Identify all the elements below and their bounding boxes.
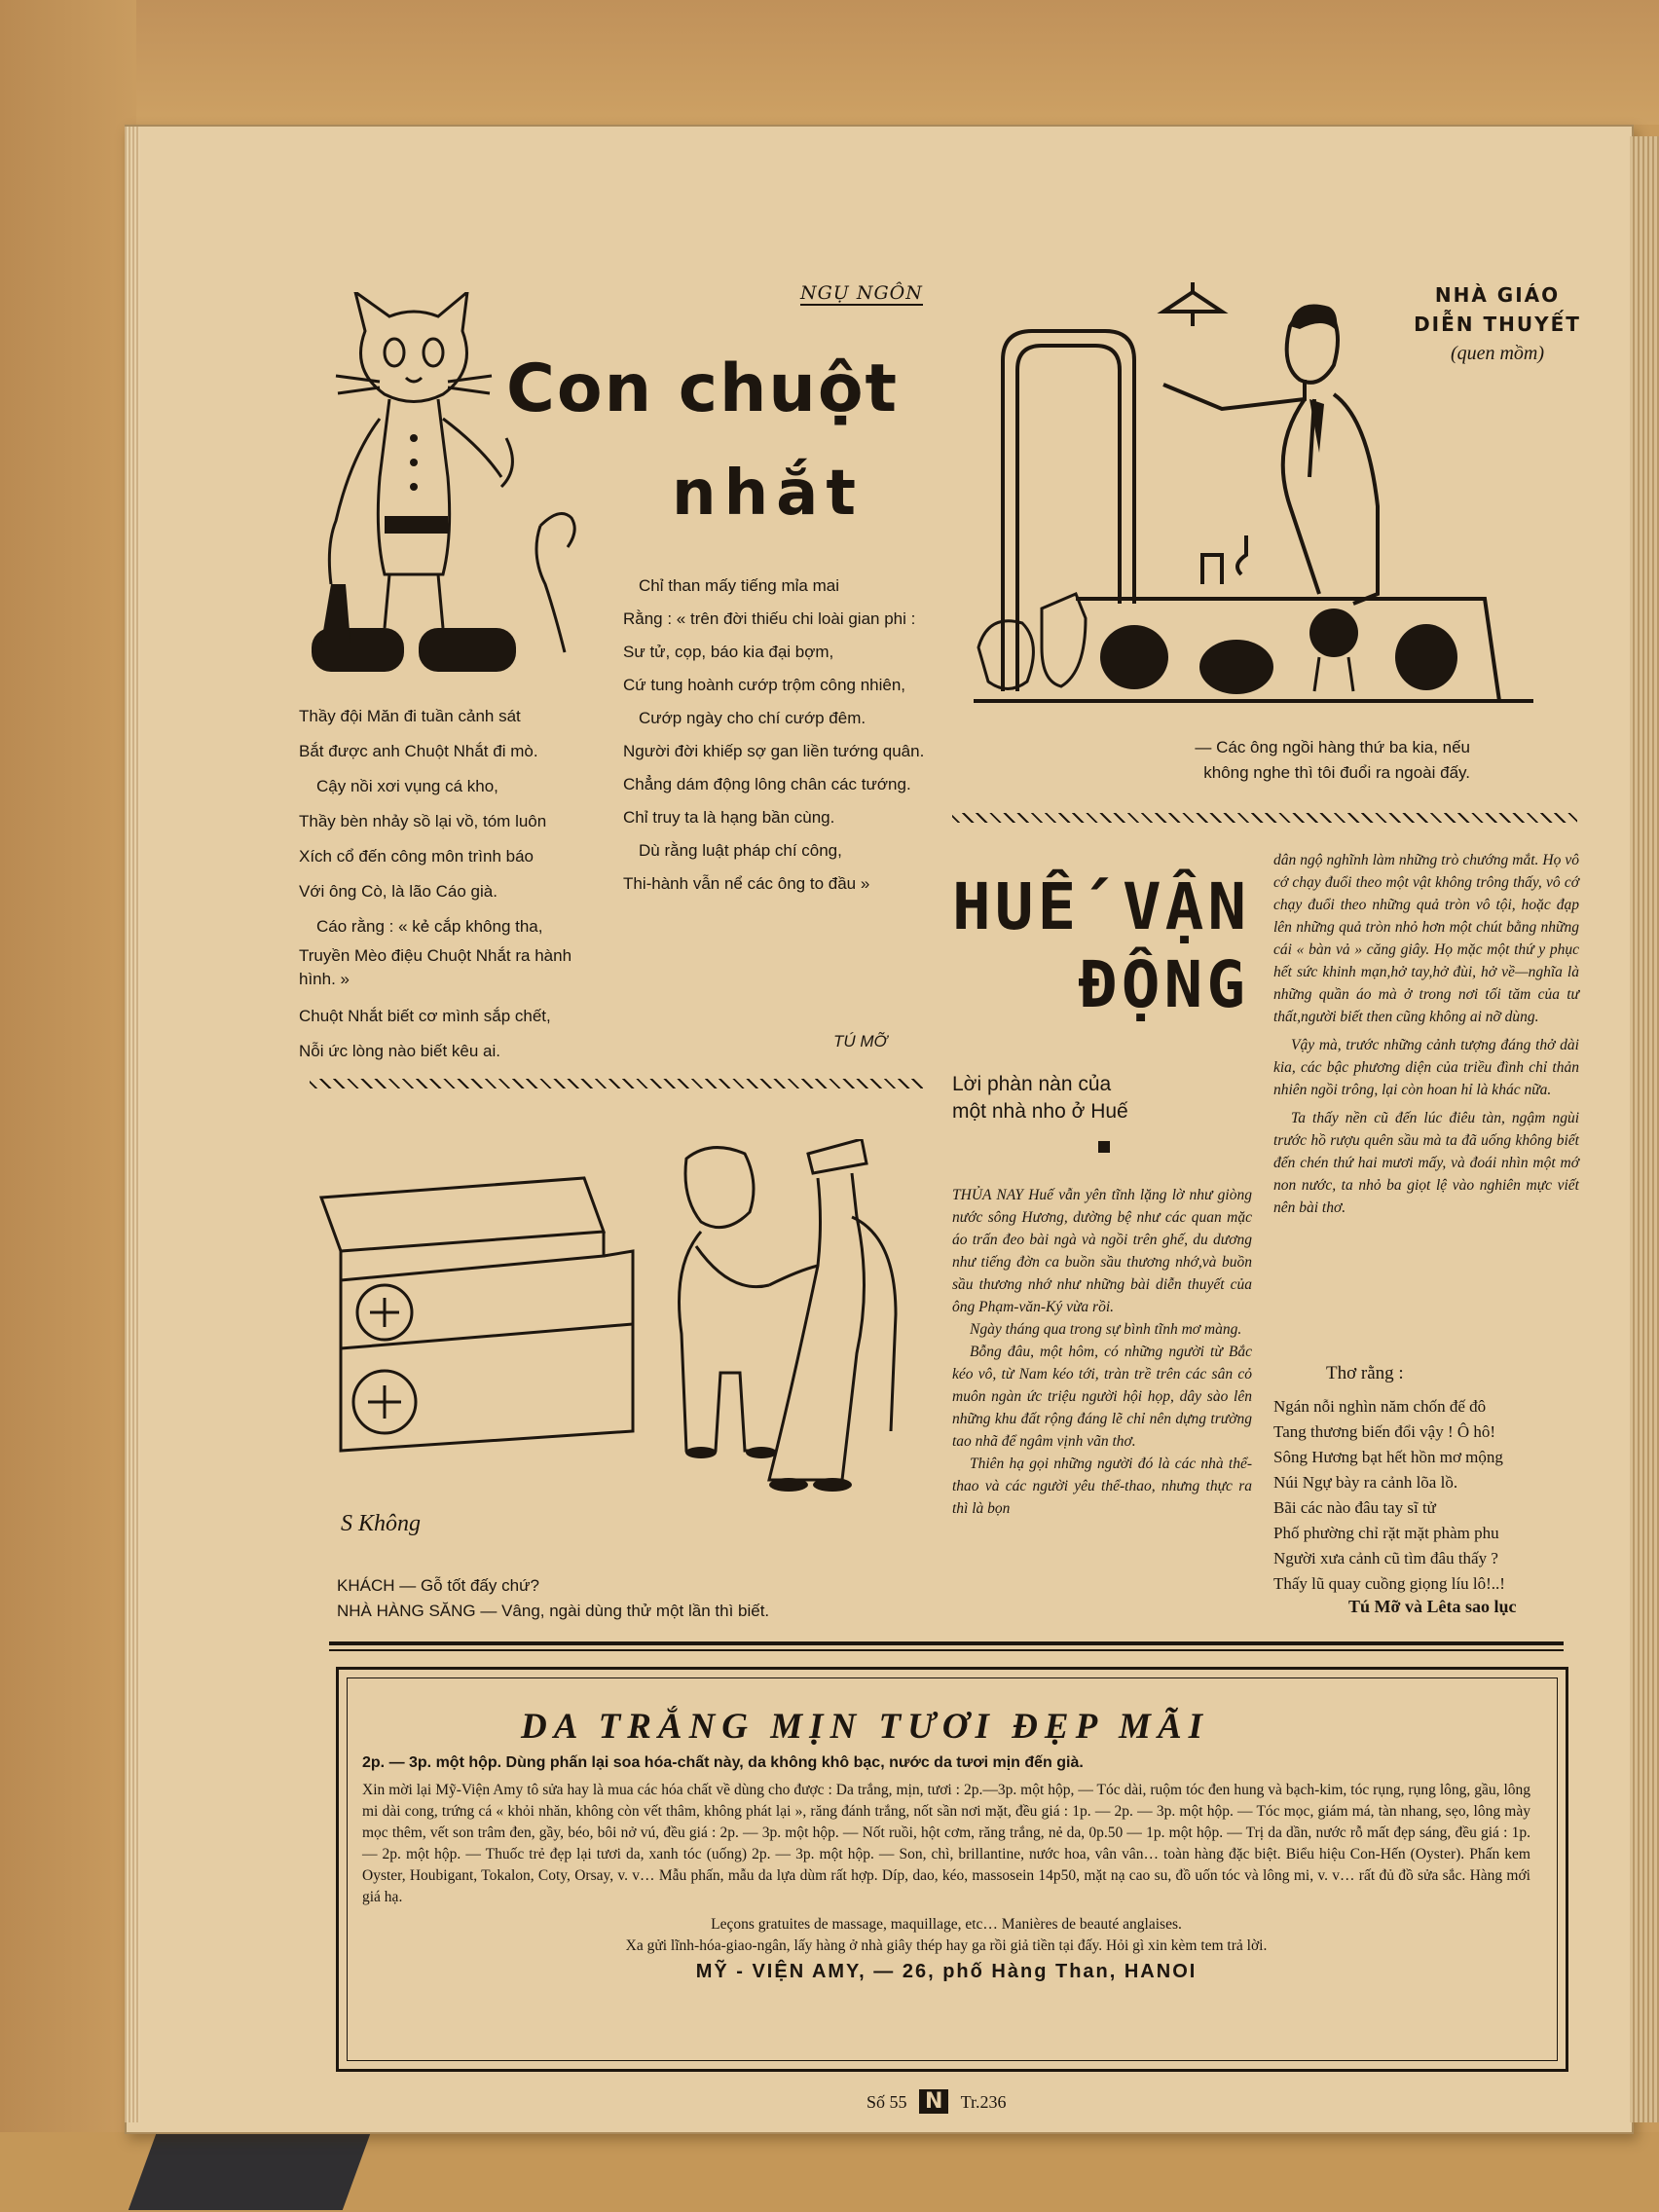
verse-line: Cứ tung hoành cướp trộm công nhiên, [623, 676, 906, 694]
verse-line: Truyền Mèo điệu Chuột Nhắt ra hành hình. » [299, 946, 572, 988]
bullet-square [1098, 1141, 1110, 1153]
article-paragraph: dân ngộ nghĩnh làm những trò chướng mắt. Họ vô cớ chạy đuổi theo một vật không trông thấy, vô cớ chạy đuổi theo những quả tròn vô tội, hoặc đạp lên những quả tròn nhỏ hơn một chút bằng những cái « bàn vả » căng giây. Họ mặc một thứ y phục hết sức khinh mạn,hở tay,hở đùi, hở về—nghĩa là những quần áo mà ở trong nơi tối tăm của tư thất,người biết then cũng không ai nỡ dùng. [1273, 852, 1579, 1025]
verse-line: Thầy đội Măn đi tuần cảnh sát [299, 707, 521, 725]
table-surface [0, 0, 1659, 125]
section-rule [329, 1641, 1564, 1645]
article-paragraph: Thiên hạ gọi những người đó là các nhà thể-thao và các người yêu thể-thao, nhưng thực ra thì là bọn [952, 1456, 1252, 1517]
ad-text: Xin mời lại Mỹ-Viện Amy tô sửa hay là mua các hóa chất về dùng cho được : Da trắng, mịn, tươi : 2p.—3p. một hộp, — Tóc dài, ruộm tóc đen hung và bạch-kim, tóc rụng, rụng lông, gầu, lông mi dài cong, trứng cá « khỏi nhăn, không còn vết thâm, không phát lại », răng đánh trắng, nốt sần nơi mặt, đều giá : 1p. — 2p. — 3p. một hộp. — Tóc mọc, giám má, tàn nhang, sẹo, lông mày mọc thêm, vết son trâm đen, gầy, béo, bôi nở vú, đều giá : 2p. — 3p. một hộp. — Nốt ruồi, hột cơm, răng trắng, nẻ da, 0p.50 — 1p. một hộp. — Trị da dần, nước rỗ mất đẹp sáng, đều giá : 1p. — 2p. một hộp. — Thuốc trẻ đẹp lại tươi da, xanh tóc (uống) 2p. — 3p. một hộp. — Son, chì, brillantine, nước hoa, vân vân… toàn hàng đặc biệt. Biểu hiệu Con-Hến (Oyster). Phấn kem Oyster, Houbigant, Tokalon, Coty, Orsay, v. v… Mẫu phấn, mẫu da lựa dùm rất hợp. Díp, dao, kéo, massosein 14p50, mặt nạ cao su, đồ uốn tóc và lông mi, v. v… rất đủ đồ sửa sắc. Hàng mới giá hạ. [362, 1782, 1530, 1905]
ad-lead: 2p. — 3p. một hộp. Dùng phấn lại soa hóa-chất này, da không khô bạc, nước da tươi mịn đến già. [362, 1754, 1084, 1771]
verse-line: Dù rằng luật pháp chí công, [639, 841, 842, 860]
verse-line: Xích cổ đến công môn trình báo [299, 847, 534, 866]
verse-line: Với ông Cò, là lão Cáo già. [299, 882, 498, 901]
wavy-divider [310, 1079, 923, 1088]
verse-line: Thi-hành vẫn nể các ông to đầu » [623, 874, 870, 893]
poem-line: Tang thương biến đổi vậy ! Ô hô! [1273, 1422, 1496, 1441]
caption-line: — Các ông ngồi hàng thứ ba kia, nếu [1195, 738, 1470, 756]
table-surface-left [0, 0, 136, 2212]
verse-line: Bắt được anh Chuột Nhắt đi mò. [299, 742, 538, 760]
verse-line: Chỉ than mấy tiếng mỉa mai [639, 576, 839, 595]
poem-line: Phố phường chỉ rặt mặt phàm phu [1273, 1524, 1499, 1542]
shop-cartoon [312, 1139, 935, 1548]
verse-line: Nỗi ức lòng nào biết kêu ai. [299, 1042, 501, 1060]
verse-line: Cướp ngày cho chí cướp đêm. [639, 709, 866, 727]
page-number: Tr.236 [960, 2092, 1007, 2112]
subtitle-line: một nhà nho ở Huế [952, 1100, 1128, 1123]
ad-mail-line: Xa gửi lĩnh-hóa-giao-ngân, lấy hàng ở nhà giây thép hay ga rồi giả tiền tại đấy. Hỏi gì xin kèm tem trả lời. [625, 1937, 1268, 1954]
ad-address: MỸ - VIỆN AMY, — 26, phố Hàng Than, HANOI [695, 1961, 1198, 1982]
magazine-logo: N [919, 2089, 948, 2114]
verse-line: Chỉ truy ta là hạng bần cùng. [623, 808, 835, 827]
poem-line: Sông Hương bạt hết hồn mơ mộng [1273, 1448, 1503, 1466]
article-title-line: ĐỘNG [1079, 947, 1249, 1022]
shop-caption [337, 1573, 940, 1624]
caption-line: KHÁCH — Gỗ tốt đấy chứ? [337, 1576, 539, 1595]
article-title [952, 868, 1250, 1024]
cartoon-subtitle: (quen mồm) [1450, 343, 1545, 364]
page-edges [125, 127, 140, 2122]
teacher-caption [1081, 735, 1470, 786]
cartoon-title [1410, 280, 1585, 368]
subtitle-line: Lời phàn nàn của [952, 1073, 1112, 1095]
verse-line: Thầy bèn nhảy sồ lại vồ, tóm luôn [299, 812, 547, 830]
verse-line: Chẳng dám động lông chân các tướng. [623, 775, 911, 793]
poem-line: Người xưa cảnh cũ tìm đâu thấy ? [1273, 1549, 1498, 1567]
cartoon-title-line: DIỄN THUYẾT [1414, 313, 1581, 336]
poem-line: Núi Ngự bày ra cảnh lõa lồ. [1273, 1473, 1458, 1492]
poem [1273, 1394, 1585, 1597]
page-footer [866, 2089, 1007, 2114]
article-column-1 [952, 1184, 1252, 1520]
fable-title-line2: nhắt [672, 458, 864, 530]
poem-line: Bãi các nào đâu tay sĩ tử [1273, 1498, 1436, 1517]
article-subtitle [952, 1071, 1128, 1125]
verse-line: Sư tử, cọp, báo kia đại bợm, [623, 643, 834, 661]
article-paragraph: Ngày tháng qua trong sự bình tĩnh mơ màng. [970, 1321, 1242, 1338]
fable-verses-left [299, 699, 610, 1069]
wavy-divider [952, 813, 1577, 823]
ad-french-line: Leçons gratuites de massage, maquillage, etc… Manières de beauté anglaises. [711, 1916, 1182, 1933]
poem-line: Ngán nỗi nghìn năm chốn đế đô [1273, 1397, 1487, 1416]
section-rule-thin [329, 1649, 1564, 1651]
article-paragraph: Vậy mà, trước những cảnh tượng đáng thở dài kia, các bậc phương diện của triều đình chỉ thản nhiên ngồi trông, lại còn hoan hỉ là khác nữa. [1273, 1037, 1579, 1098]
verse-line: Rằng : « trên đời thiếu chi loài gian phi : [623, 609, 916, 628]
section-kicker: NGỤ NGÔN [800, 282, 923, 304]
fable-title: Con chuột [506, 350, 900, 427]
article-paragraph: THỦA NAY Huế vẫn yên tĩnh lặng lờ như giòng nước sông Hương, dường bệ như các quan mặc áo trấn đeo bài ngà và ngồi trên ghế, du dương như tiếng đờn ca buồn sầu thương nhớ,và buồn sầu thương nhớ như những bài diễn thuyết của ông Phạm-văn-Ký vừa rồi. [952, 1187, 1252, 1315]
ad-body [362, 1752, 1530, 1982]
article-title-line: HUẾ VẬN [952, 869, 1251, 944]
verse-line: Cậy nồi xơi vụng cá kho, [316, 777, 498, 795]
verse-line: Người đời khiếp sợ gan liền tướng quân. [623, 742, 925, 760]
caption-line: không nghe thì tôi đuổi ra ngoài đấy. [1203, 763, 1470, 782]
fable-verses-right [623, 574, 927, 896]
article-credit: Tú Mỡ và Lêta sao lục [1348, 1597, 1517, 1616]
article-column-2 [1273, 849, 1579, 1219]
cartoon-title-line: NHÀ GIÁO [1434, 283, 1561, 307]
poem-line: Thấy lũ quay cuồng giọng líu lô!..! [1273, 1574, 1505, 1593]
artist-signature: S Không [341, 1511, 422, 1536]
caption-line: NHÀ HÀNG SĂNG — Vâng, ngài dùng thử một lần thì biết. [337, 1602, 770, 1620]
verse-line: Chuột Nhắt biết cơ mình sắp chết, [299, 1007, 551, 1025]
article-paragraph: Bỗng đâu, một hôm, có những người từ Bắc kéo vô, từ Nam kéo tới, tràn trề trên các sân cỏ muôn ngàn ức triệu người hội họp, dây sào lên những khu đất rộng đáng lẽ chỉ nên dựng trường tao nhã để ngâm vịnh vãn thơ. [952, 1344, 1252, 1450]
article-paragraph: Ta thấy nền cũ đến lúc điêu tàn, ngậm ngùi trước hồ rượu quên sầu mà ta đã uống không biết đến chén thứ hai mươi mấy, và đoái nhìn một mớ non nước, ta nhỏ ba giọt lệ vào nghiên mực viết nên bài thơ. [1273, 1110, 1579, 1216]
poem-intro: Thơ rằng : [1326, 1363, 1404, 1383]
issue-number: Số 55 [866, 2092, 907, 2112]
ad-headline: DA TRẮNG MỊN TƯƠI ĐẸP MÃI [521, 1707, 1210, 1747]
fable-author: TÚ MỠ [833, 1032, 888, 1051]
verse-line: Cáo rằng : « kẻ cắp không tha, [316, 917, 543, 936]
facing-page-edge [1630, 136, 1659, 2122]
